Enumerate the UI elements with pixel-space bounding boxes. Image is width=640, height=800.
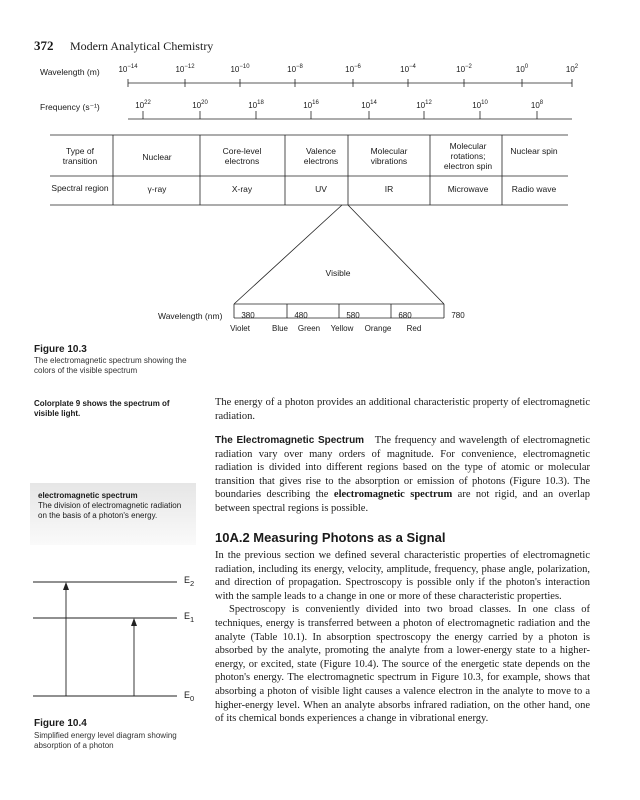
em-spectrum-paragraph: The Electromagnetic Spectrum The frequency and wavelength of electromagnetic radiation vary over many orders of magnitude. For convenience, electromagnetic radiation is divided into different regions based on the type of atomic or molecular transition that gives rise to the absorption or emission of photons (Figure 10.3). The boundaries describing the electromagnetic spectrum are not rigid, and an overlap between spectral regions is possible. bbox=[215, 435, 591, 514]
row-label-region: Spectral region bbox=[51, 183, 109, 193]
wavelength-tick-label: $10^2$ bbox=[565, 64, 579, 74]
frequency-tick-label: $10^{12}$ bbox=[416, 100, 432, 110]
visible-zoom-right bbox=[348, 205, 444, 304]
paragraph-2: Spectroscopy is conveniently divided into two broad classes. In one class of techniques, energy is transferred between a photon of electromagnetic radiation and the analyte (Table 10.1). In absorption spectroscopy the energy carried by a photon is absorbed by the analyte, promoting the analyte from a lower-energy state to a higher-energy, or excited, state (Figure 10.4). The source of the energetic state depends on the photon's energy. The electromagnetic spectrum in Figure 10.3, for example, shows that absorbing a photon of visible light causes a valence electron in the analyte to move to a higher-energy level. When an analyte absorbs infrared radiation, on the other hand, one of its chemical bonds experiences a change in vibrational energy. bbox=[215, 604, 590, 725]
level-e0-label: $E_0$ bbox=[184, 690, 195, 703]
wavelength-axis-label: Wavelength (m) bbox=[40, 67, 100, 77]
figure-10-3-caption: The electromagnetic spectrum showing the colors of the visible spectrum bbox=[34, 356, 187, 375]
wavelength-tick-label: $10^{-10}$ bbox=[230, 64, 250, 74]
wavelength-tick-label: $10^{-14}$ bbox=[118, 64, 138, 74]
figure-10-4-caption: Simplified energy level diagram showing absorption of a photon bbox=[34, 731, 177, 750]
visible-color-label: Blue bbox=[271, 324, 289, 333]
glossary-term: electromagnetic spectrum bbox=[38, 491, 138, 500]
region-radio: Radio wave bbox=[511, 184, 557, 194]
frequency-tick-label: $10^{16}$ bbox=[303, 100, 319, 110]
frequency-tick-label: $10^{20}$ bbox=[192, 100, 208, 110]
frequency-tick-label: $10^{14}$ bbox=[361, 100, 377, 110]
section-body bbox=[215, 549, 590, 726]
visible-axis-label: Wavelength (nm) bbox=[158, 311, 223, 321]
wavelength-tick-label: $10^{-6}$ bbox=[345, 64, 361, 74]
visible-tick-label: 680 bbox=[398, 311, 412, 320]
wavelength-tick-label: $10^{-2}$ bbox=[456, 64, 472, 74]
frequency-tick-label: $10^{18}$ bbox=[248, 100, 264, 110]
region-xray: X-ray bbox=[231, 184, 253, 194]
region-uv: UV bbox=[315, 184, 327, 194]
em-spectrum-diagram bbox=[0, 0, 640, 360]
region-ir: IR bbox=[384, 184, 394, 194]
em-spectrum-heading: The Electromagnetic Spectrum bbox=[215, 435, 365, 446]
frequency-tick-label: $10^{22}$ bbox=[135, 100, 151, 110]
page-number: 372 bbox=[34, 38, 54, 53]
level-e1-label: $E_1$ bbox=[184, 611, 195, 624]
region-microwave: Microwave bbox=[447, 184, 489, 194]
visible-zoom-left bbox=[234, 205, 342, 304]
visible-tick-label: 480 bbox=[294, 311, 308, 320]
level-e2-label: $E_2$ bbox=[184, 575, 195, 588]
frequency-tick-label: $10^{10}$ bbox=[472, 100, 488, 110]
visible-color-label: Orange bbox=[364, 324, 392, 333]
transition-valence: Valence electrons bbox=[303, 146, 339, 167]
transition-nuclear-spin: Nuclear spin bbox=[510, 146, 558, 156]
paragraph-1: In the previous section we defined several characteristic properties of electromagnetic radiation, including its energy, velocity, amplitude, frequency, phase angle, polarization, and direction of propagation. Spectroscopy is possible only if the photon's interaction with the sample leads to a change in one or more of these characteristic properties. bbox=[215, 550, 590, 602]
glossary-box bbox=[30, 483, 196, 545]
visible-color-label: Violet bbox=[230, 324, 250, 333]
wavelength-tick-label: $10^{-4}$ bbox=[400, 64, 416, 74]
frequency-tick-label: $10^8$ bbox=[530, 100, 544, 110]
region-gamma: γ-ray bbox=[147, 184, 167, 194]
visible-tick-label: 380 bbox=[241, 311, 255, 320]
visible-color-label: Yellow bbox=[330, 324, 354, 333]
transition-nuclear: Nuclear bbox=[142, 152, 172, 162]
visible-color-label: Green bbox=[297, 324, 321, 333]
arrowhead-e2 bbox=[63, 582, 69, 590]
running-title: Modern Analytical Chemistry bbox=[70, 39, 214, 53]
wavelength-tick-label: $10^0$ bbox=[515, 64, 529, 74]
figure-10-4-title: Figure 10.4 bbox=[34, 718, 87, 729]
em-spectrum-term: electromagnetic spectrum bbox=[333, 489, 453, 501]
glossary-definition: The division of electromagnetic radiation on the basis of a photon's energy. bbox=[38, 501, 182, 521]
wavelength-tick-label: $10^{-8}$ bbox=[287, 64, 303, 74]
wavelength-tick-label: $10^{-12}$ bbox=[175, 64, 195, 74]
energy-level-diagram bbox=[30, 570, 220, 710]
side-note: Colorplate 9 shows the spectrum of visible light. bbox=[34, 399, 170, 419]
frequency-axis-label: Frequency (s⁻¹) bbox=[40, 102, 100, 112]
visible-color-label: Red bbox=[406, 324, 422, 333]
transition-rotations: Molecular rotations; electron spin bbox=[443, 141, 493, 172]
figure-10-3-title: Figure 10.3 bbox=[34, 344, 87, 355]
transition-core-level: Core-level electrons bbox=[222, 146, 262, 167]
visible-label: Visible bbox=[325, 268, 351, 278]
section-title: 10A.2 Measuring Photons as a Signal bbox=[215, 530, 446, 545]
visible-tick-label: 780 bbox=[451, 311, 465, 320]
row-label-transition: Type of transition bbox=[62, 146, 98, 167]
intro-paragraph: The energy of a photon provides an additional characteristic property of electromagnetic radiation. bbox=[215, 397, 590, 422]
arrowhead-e1 bbox=[131, 618, 137, 626]
transition-vibrations: Molecular vibrations bbox=[370, 146, 408, 167]
visible-tick-label: 580 bbox=[346, 311, 360, 320]
